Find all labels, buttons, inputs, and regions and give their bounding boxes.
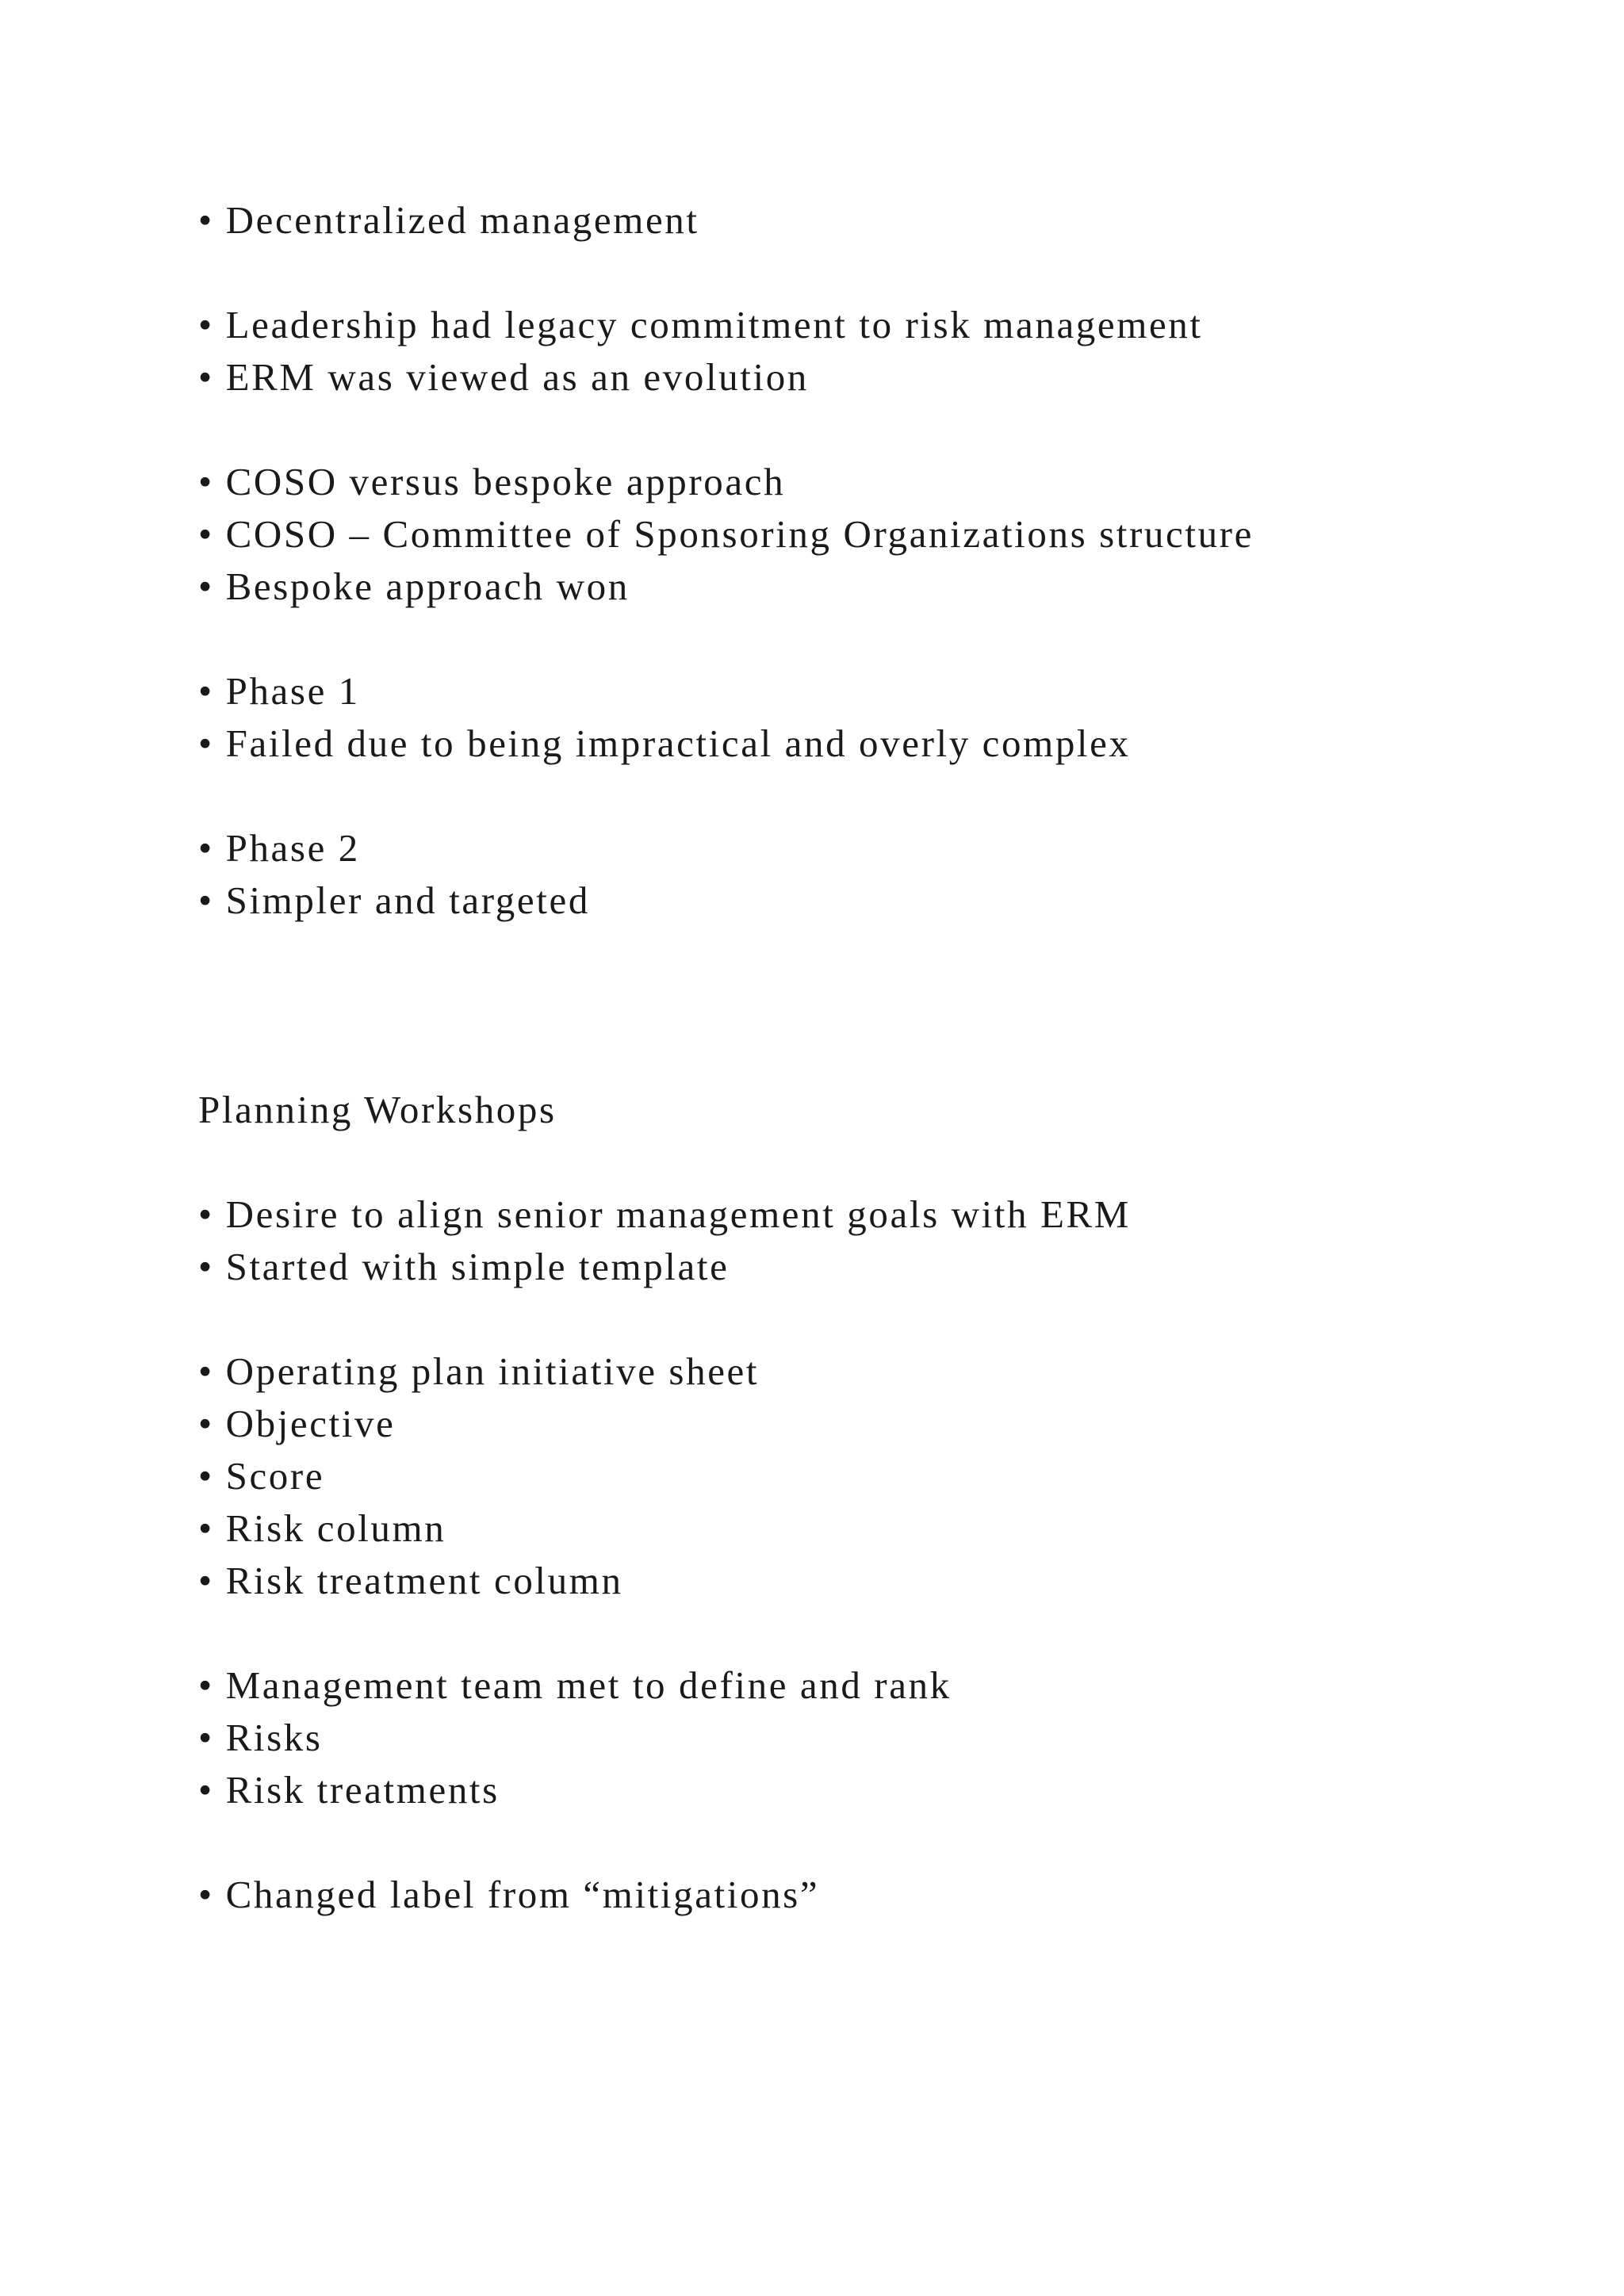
paragraph-gap <box>198 404 1546 456</box>
bullet-item: • Changed label from “mitigations” <box>198 1873 820 1916</box>
bullet-item: • Leadership had legacy commitment to risk management <box>198 303 1203 346</box>
bullet-item: • Operating plan initiative sheet <box>198 1349 760 1393</box>
bullet-item: • Management team met to define and rank <box>198 1663 952 1707</box>
bullet-item: • Started with simple template <box>198 1245 730 1288</box>
document-body <box>198 194 1546 1921</box>
bullet-item: • Failed due to being impractical and overly complex <box>198 721 1131 765</box>
bullet-item: • Phase 1 <box>198 669 360 713</box>
paragraph-gap <box>198 1293 1546 1345</box>
paragraph-gap <box>198 247 1546 299</box>
bullet-item: • Risk treatments <box>198 1768 500 1812</box>
bullet-item: • ERM was viewed as an evolution <box>198 355 809 399</box>
section-gap <box>198 927 1546 1084</box>
bullet-item: • Risk treatment column <box>198 1559 623 1602</box>
paragraph-gap <box>198 1136 1546 1188</box>
paragraph-gap <box>198 1816 1546 1869</box>
bullet-item: • Desire to align senior management goals with ERM <box>198 1192 1131 1236</box>
bullet-item: • COSO versus bespoke approach <box>198 460 786 503</box>
section-heading: Planning Workshops <box>198 1088 557 1131</box>
bullet-item: • Bespoke approach won <box>198 564 630 608</box>
bullet-item: • Risk column <box>198 1506 446 1550</box>
bullet-item: • Simpler and targeted <box>198 878 590 922</box>
paragraph-gap <box>198 1607 1546 1659</box>
bullet-item: • Score <box>198 1454 325 1498</box>
paragraph-gap <box>198 613 1546 665</box>
bullet-item: • Phase 2 <box>198 826 360 870</box>
bullet-item: • COSO – Committee of Sponsoring Organizations structure <box>198 512 1254 556</box>
bullet-item: • Decentralized management <box>198 198 699 242</box>
bullet-item: • Risks <box>198 1716 323 1759</box>
paragraph-gap <box>198 770 1546 822</box>
bullet-item: • Objective <box>198 1402 396 1445</box>
